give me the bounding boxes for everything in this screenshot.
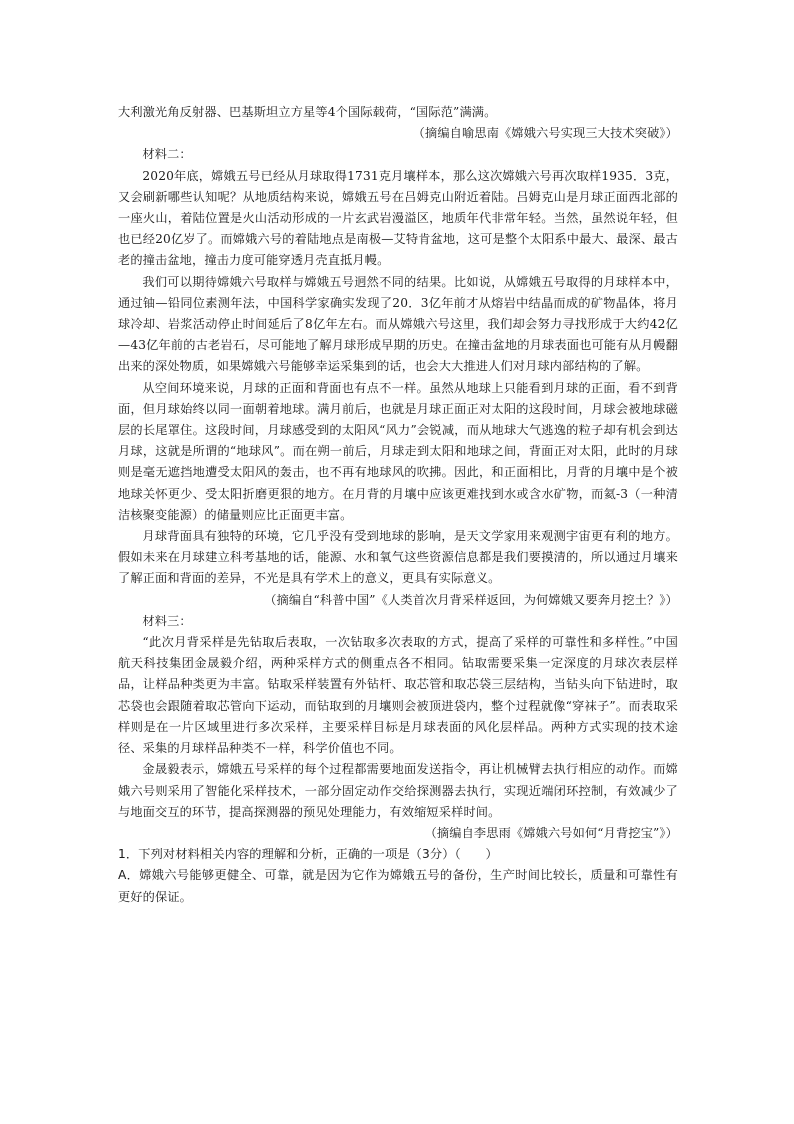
material-2-label: 材料二： (142, 147, 192, 162)
question-1-option-a: A．嫦娥六号能够更健全、可靠，就是因为它作为嫦娥五号的备份，生产时间比较长，质量和可靠性有更好的保证。 (118, 868, 678, 904)
material-3-paragraph-2: 金晟毅表示，嫦娥五号采样的每个过程都需要地面发送指令，再让机械臂去执行相应的动作。而嫦娥六号则采用了智能化采样技术，一部分固定动作交给探测器去执行，实现近端闭环控制，有效减少了与地面交互的环节，提高探测器的预见处理能力，有效缩短采样时间。 (118, 762, 678, 819)
material-3-paragraph-1: “此次月背采样是先钻取后表取，一次钻取多次表取的方式，提高了采样的可靠性和多样性。”中国航天科技集团金晟毅介绍，两种采样方式的侧重点各不相同。钻取需要采集一定深度的月球次表层样品，让样品种类更为丰富。钻取采样装置有外钻杆、取芯管和取芯袋三层结构，当钻头向下钻进时，取芯袋也会跟随着取芯管向下运动，而钻取到的月壤则会被顶进袋内，整个过程就像“穿袜子”。而表取采样则是在一片区域里进行多次采样，主要采样目标是月球表面的风化层样品。两种方式实现的技术途径、采集的月球样品种类不一样，科学价值也不同。 (118, 635, 678, 756)
source-citation-1: （摘编自喻思南《嫦娥六号实现三大技术突破》） (412, 126, 678, 141)
material-3-label: 材料三： (142, 613, 192, 628)
material-2-paragraph-2: 我们可以期待嫦娥六号取样与嫦娥五号迥然不同的结果。比如说，从嫦娥五号取得的月球样本中，通过铀—铅同位素测年法，中国科学家确实发现了20．3亿年前才从熔岩中结晶而成的矿物晶体，将月球冷却、岩浆活动停止时间延后了8亿年左右。而从嫦娥六号这里，我们却会努力寻找形成于大约42亿—43亿年前的古老岩石，尽可能地了解月球形成早期的历史。在撞击盆地的月球表面也可能有从月幔翻出来的深处物质，如果嫦娥六号能够幸运采集到的话，也会大大推进人们对月球内部结构的了解。 (118, 274, 678, 374)
paragraph-intro-tail: 大利激光角反射器、巴基斯坦立方星等4个国际载荷，“国际范”满满。 (118, 105, 497, 119)
material-2-paragraph-1: 2020年底，嫦娥五号已经从月球取得1731克月壤样本，那么这次嫦娥六号再次取样1935．3克，又会刷新哪些认知呢？从地质结构来说，嫦娥五号在吕姆克山附近着陆。吕姆克山是月球正面西北部的一座火山，着陆位置是火山活动形成的一片玄武岩漫溢区，地质年代非常年轻。当然，虽然说年轻，但也已经20亿岁了。而嫦娥六号的着陆地点是南极—艾特肯盆地，这可是整个太阳系中最大、最深、最古老的撞击盆地，撞击力度可能穿透月壳直抵月幔。 (118, 168, 678, 268)
material-2-paragraph-4: 月球背面具有独特的环境，它几乎没有受到地球的影响，是天文学家用来观测宇宙更有利的地方。假如未来在月球建立科考基地的话，能源、水和氧气这些资源信息都是我们要摸清的，所以通过月壤来了解正面和背面的差异，不光是具有学术上的意义，更具有实际意义。 (118, 529, 678, 586)
source-citation-3: （摘编自李思雨《嫦娥六号如何“月背挖宝”》） (424, 825, 678, 840)
source-citation-2: （摘编自“科普中国”《人类首次月背采样返回，为何嫦娥又要奔月挖土？》） (264, 592, 678, 607)
question-1-stem: 1．下列对材料相关内容的理解和分析，正确的一项是（3分）（ ） (118, 847, 498, 862)
material-2-paragraph-3: 从空间环境来说，月球的正面和背面也有点不一样。虽然从地球上只能看到月球的正面，看不到背面，但月球始终以同一面朝着地球。满月前后，也就是月球正面正对太阳的这段时间，月球会被地球磁层的长尾罩住。这段时间，月球感受到的太阳风“风力”会锐减，而从地球大气逃逸的粒子却有机会到达月球，这就是所谓的“地球风”。而在朔一前后，月球走到太阳和地球之间，背面正对太阳，此时的月球则是毫无遮挡地遭受太阳风的轰击，也不再有地球风的吹拂。因此，和正面相比，月背的月壤中是个被地球关怀更少、受太阳折磨更狠的地方。在月背的月壤中应该更难找到水或含水矿物，而氦-3（一种清洁核聚变能源）的储量则应比正面更丰富。 (118, 380, 678, 522)
document-page (118, 102, 678, 908)
